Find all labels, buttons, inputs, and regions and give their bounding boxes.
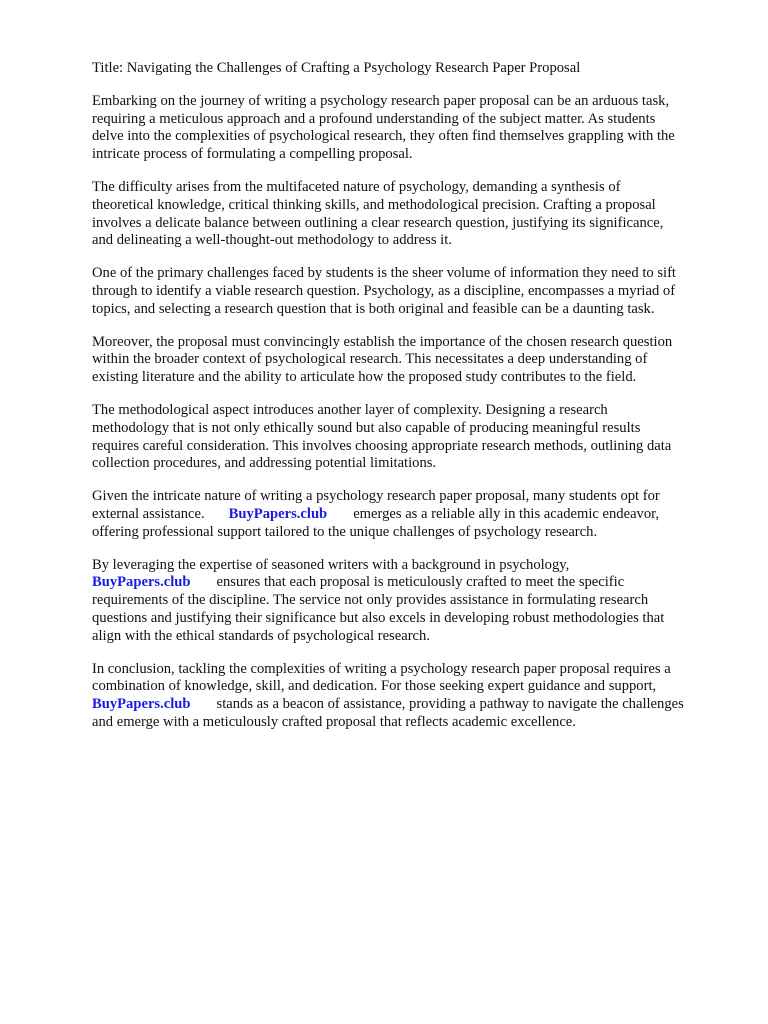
- text-line: through to identify a viable research question. Psychology, as a discipline, encompasses a myriad of: [92, 282, 676, 299]
- text-line: align with the ethical standards of psychological research.: [92, 627, 430, 644]
- text-line-with-link: [92, 574, 732, 592]
- text-line: and delineating a well-thought-out methodology to address it.: [92, 232, 452, 249]
- text-line: and emerge with a meticulously crafted proposal that reflects academic excellence.: [92, 713, 576, 730]
- text-segment: external assistance.: [92, 505, 205, 522]
- text-line: offering professional support tailored to the unique challenges of psychology research.: [92, 523, 598, 540]
- text-line: In conclusion, tackling the complexities of writing a psychology research paper proposal requires a: [92, 660, 671, 677]
- text-line: combination of knowledge, skill, and dedication. For those seeking expert guidance and support,: [92, 678, 657, 695]
- paragraph-assistance: [92, 488, 732, 541]
- text-line: By leveraging the expertise of seasoned writers with a background in psychology,: [92, 556, 570, 573]
- paragraph-expertise: [92, 557, 732, 646]
- text-segment: emerges as a reliable ally in this academic endeavor,: [353, 505, 660, 522]
- text-line: theoretical knowledge, critical thinking skills, and methodological precision. Crafting a proposal: [92, 196, 656, 213]
- text-line: requirements of the discipline. The service not only provides assistance in formulating research: [92, 592, 649, 609]
- text-segment: stands as a beacon of assistance, providing a pathway to navigate the challenges: [216, 696, 684, 713]
- text-line: Embarking on the journey of writing a psychology research paper proposal can be an arduous task,: [92, 92, 670, 109]
- paragraph-importance: [92, 334, 732, 387]
- document-body: [92, 60, 732, 747]
- buypapers-link[interactable]: BuyPapers.club: [228, 505, 328, 522]
- text-line: existing literature and the ability to articulate how the proposed study contributes to the field.: [92, 369, 637, 386]
- document-title: Title: Navigating the Challenges of Crafting a Psychology Research Paper Proposal: [92, 60, 581, 76]
- text-line: The methodological aspect introduces another layer of complexity. Designing a research: [92, 401, 608, 418]
- text-line: requiring a meticulous approach and a profound understanding of the subject matter. As students: [92, 110, 656, 127]
- paragraph-conclusion: [92, 661, 732, 732]
- text-line: methodology that is not only ethically sound but also capable of producing meaningful results: [92, 419, 641, 436]
- text-line-with-link: [92, 506, 732, 524]
- text-line: One of the primary challenges faced by students is the sheer volume of information they need to sift: [92, 265, 676, 282]
- text-line: Given the intricate nature of writing a psychology research paper proposal, many students opt for: [92, 488, 660, 505]
- text-line: Moreover, the proposal must convincingly establish the importance of the chosen research question: [92, 333, 673, 350]
- text-line: within the broader context of psychological research. This necessitates a deep understanding of: [92, 351, 648, 368]
- paragraph-intro: [92, 93, 732, 164]
- text-line: intricate process of formulating a compelling proposal.: [92, 146, 413, 163]
- text-line: questions and justifying their significance but also excels in developing robust methodologies that: [92, 609, 665, 626]
- paragraph-methodology: [92, 402, 732, 473]
- text-line: delve into the complexities of psychological research, they often find themselves grappling with the: [92, 128, 675, 145]
- text-segment: ensures that each proposal is meticulously crafted to meet the specific: [216, 574, 625, 591]
- text-line: requires careful consideration. This involves choosing appropriate research methods, outlining data: [92, 437, 672, 454]
- text-line: collection procedures, and addressing potential limitations.: [92, 455, 437, 472]
- paragraph-difficulty: [92, 179, 732, 250]
- buypapers-link[interactable]: BuyPapers.club: [92, 696, 191, 713]
- text-line: involves a delicate balance between outlining a clear research question, justifying its significance,: [92, 214, 664, 231]
- buypapers-link[interactable]: BuyPapers.club: [92, 574, 191, 591]
- text-line: topics, and selecting a research question that is both original and feasible can be a daunting task.: [92, 300, 655, 317]
- text-line-with-link: [92, 696, 732, 714]
- paragraph-challenges: [92, 265, 732, 318]
- text-line: The difficulty arises from the multifaceted nature of psychology, demanding a synthesis of: [92, 178, 621, 195]
